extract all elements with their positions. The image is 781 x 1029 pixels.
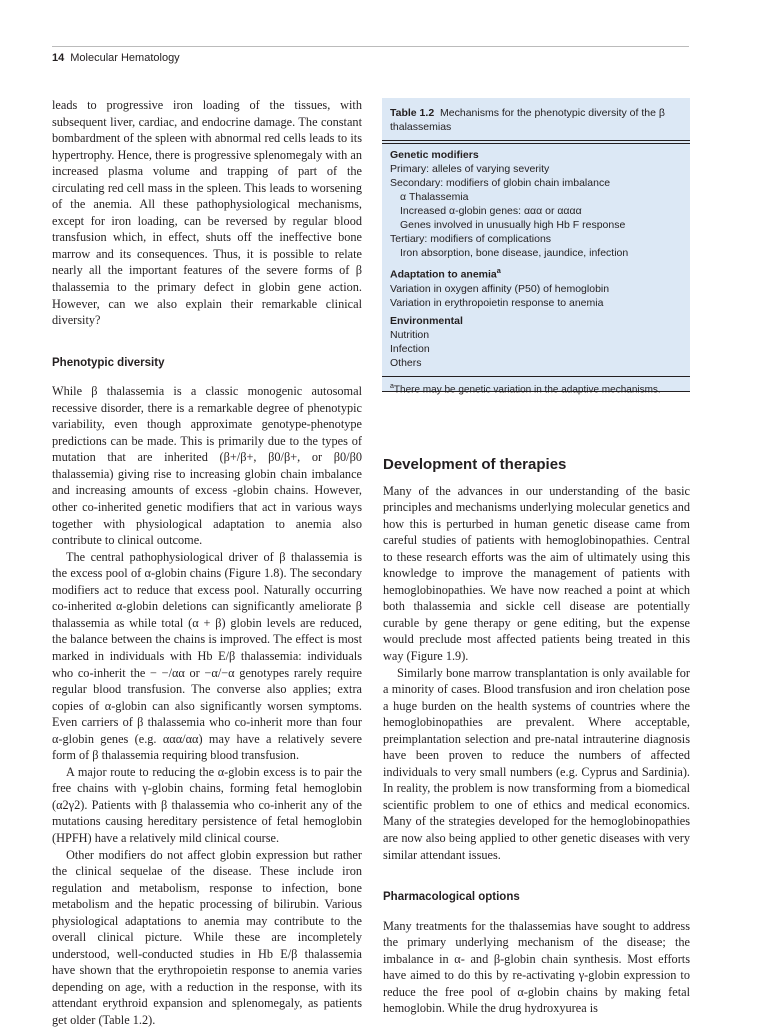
page-number: 14 xyxy=(52,52,65,64)
running-head xyxy=(52,52,180,64)
table-row: Variation in oxygen affinity (P50) of hemoglobin xyxy=(390,282,610,295)
paragraph: Other modifiers do not affect globin expression but rather the clinical sequelae of the disease. These include iron regulation and metabolism, response to infection, bone metabolism and the hepatic processing of bilirubin. Various physiological adaptations to anemia may contribute to the overall clinical picture. While these are incompletely understood, well-conducted studies in Hb E/β thalassemia have shown that the erythropoietin response to anemia varies depending on age, with a reduction in the response, with its attendant erythroid expansion and splenomegaly, as patients get older (Table 1.2). xyxy=(52,847,362,1027)
adaptation-title-text: Adaptation to anemia xyxy=(390,268,497,281)
table-row: Increased α-globin genes: ααα or αααα xyxy=(400,205,582,217)
table-row: Genes involved in unusually high Hb F response xyxy=(400,219,626,231)
table-bottom-rule xyxy=(382,391,690,392)
table-row: Tertiary: modifiers of complications xyxy=(390,233,552,245)
table-footnote: $^a$There may be genetic variation in the adaptive mechanisms. xyxy=(390,382,661,395)
table-section-title: Genetic modifiers xyxy=(390,149,479,161)
section-heading-development-of-therapies: Development of therapies xyxy=(383,456,567,473)
table-row: Iron absorption, bone disease, jaundice, infection xyxy=(400,247,629,259)
header-rule xyxy=(52,46,689,47)
table-section-environmental xyxy=(382,314,690,370)
paragraph: Similarly bone marrow transplantation is only available for a minority of cases. Blood transfusion and iron chelation pose a huge burden on the health systems of countries where the hemoglobinopathies are prevalent. Where acceptable, preimplantation selection and pre-natal intrauterine diagnosis have been proven to reduce the numbers of affected individuals to very small numbers (e.g. Cyprus and Sardinia). In reality, the problem is now transforming from a biomedical scientific problem to one of ethics and medical economics. Many of the strategies developed for the hemoglobinopathies are now also being applied to other genetic diseases with very similar attendant issues. xyxy=(383,665,690,862)
table-row: Infection xyxy=(390,342,430,355)
table-section-genetic xyxy=(382,148,690,260)
table-section-title: Adaptation to anemia$^a$ xyxy=(390,266,501,281)
table-1-2 xyxy=(382,98,690,395)
table-footnote-text: There may be genetic variation in the adaptive mechanisms. xyxy=(393,383,661,395)
paragraph: Many of the advances in our understanding of the basic principles and mechanisms underlying molecular genetics and how this is perturbed in human genetic disease came from careful studies of patients with hemoglobinopathies. Central to these research efforts was the aim of ultimately using this knowledge to improve the management of patients with hemoglobinopathies. We have now reached a point at which both thalassemia and sickle cell disease are potentially curable by gene therapy or gene editing, but the expense would preclude most affected patients being treated in this way (Figure 1.9). xyxy=(383,483,690,664)
running-title: Molecular Hematology xyxy=(70,52,180,64)
paragraph: While β thalassemia is a classic monogenic autosomal recessive disorder, there is a remarkable degree of phenotypic variability, even though approximate genotype-phenotype predictions can be made. This is primarily due to the types of mutation that are inherited (β+/β+, β0/β+, or β0/β0 thalassemia) giving rise to increasing globin chain imbalance and increasing amounts of excess -globin chains. However, other co-inherited genetic modifiers that act in various ways together with physiological adaptation to anemia also contribute to clinical outcome. xyxy=(52,384,362,548)
table-row: Variation in erythropoietin response to anemia xyxy=(390,296,604,309)
table-caption xyxy=(382,98,690,134)
table-row: Secondary: modifiers of globin chain imbalance xyxy=(390,177,611,189)
table-row: Nutrition xyxy=(390,328,430,341)
table-caption-text: Mechanisms for the phenotypic diversity of the β thalassemias xyxy=(390,107,665,133)
table-row: Others xyxy=(390,356,422,369)
section-heading-pharmacological-options: Pharmacological options xyxy=(383,891,520,904)
section-heading-phenotypic-diversity: Phenotypic diversity xyxy=(52,356,165,369)
paragraph: leads to progressive iron loading of the tissues, with subsequent liver, cardiac, and endocrine damage. The constant bombardment of the spleen with abnormal red cells leads to its hypertrophy. Hence, there is progressive splenomegaly with an increased plasma volume and trapping of part of the circulating red cell mass in the spleen. This leads to worsening of the anemia. All these pathophysiological mechanisms, except for iron loading, can be reversed by regular blood transfusion which, in effect, shuts off the ineffective bone marrow and its consequences. Thus, it is possible to relate nearly all the important features of the severe forms of β thalassemia to the primary defect in globin gene action. However, can we also explain their remarkable clinical diversity? xyxy=(52,98,362,328)
table-top-rule xyxy=(382,140,690,141)
left-column xyxy=(52,97,362,1029)
table-label: Table 1.2 xyxy=(390,107,435,119)
paragraph: The central pathophysiological driver of β thalassemia is the excess pool of α-globin chains (Figure 1.8). The secondary modifiers act to reduce that excess pool. Naturally occurring co-inherited α-globin deletions can significantly ameliorate β thalassemia as while total (α + β) globin levels are reduced, the balance between the chains is improved. The effect is most marked in individuals with Hb E/β thalassemia: individuals who co-inherit the − −/αα or −α/−α genotypes rarely require regular blood transfusion. The converse also applies; extra copies of α-globin can also significantly worsen symptoms. Even carriers of β thalassemia who co-inherit more than four α-globin genes (e.g. ααα/αα) may have a relatively severe form of β thalassemia requiring blood transfusion. xyxy=(52,549,362,763)
table-section-adaptation xyxy=(382,264,690,310)
right-column xyxy=(383,457,690,1017)
paragraph: Many treatments for the thalassemias have sought to address the primary underlying mechanism of the disease; the imbalance in α- and β-globin chain synthesis. Most efforts have aimed to do this by re-activating γ-globin expression to reduce the free pool of α-globin chains by making fetal hemoglobin. While the drug hydroxyurea is xyxy=(383,918,690,1016)
table-section-title: Environmental xyxy=(390,314,463,327)
table-row: α Thalassemia xyxy=(400,191,469,203)
paragraph: A major route to reducing the α-globin excess is to pair the free chains with γ-globin chains, forming fetal hemoglobin (α2γ2). Patients with β thalassemia who co-inherit any of the mutations causing hereditary persistence of fetal hemoglobin (HPFH) have a relatively mild clinical course. xyxy=(52,764,362,845)
table-row: Primary: alleles of varying severity xyxy=(390,163,550,175)
table-header-rule xyxy=(382,143,690,144)
